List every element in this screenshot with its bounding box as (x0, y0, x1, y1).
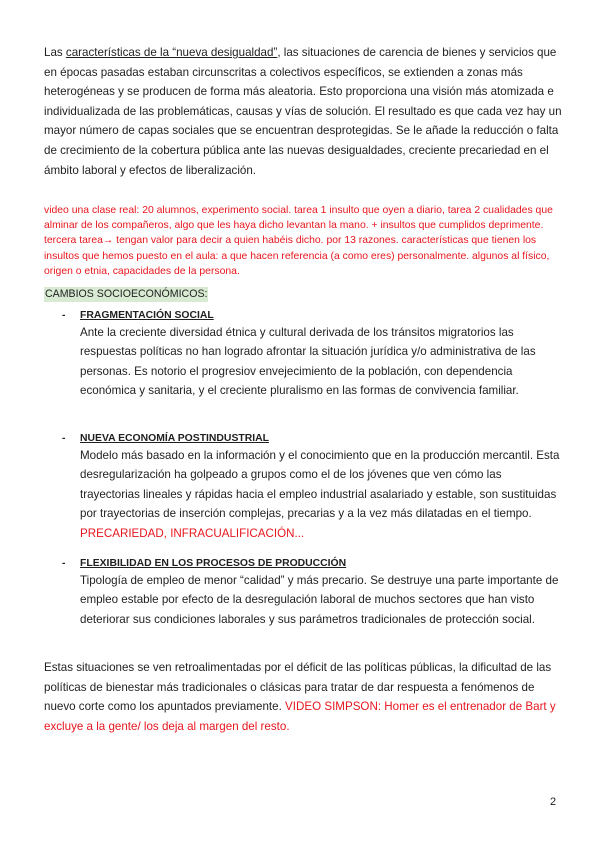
bullet-dash: - (62, 310, 66, 321)
bullet-dash: - (62, 558, 66, 569)
section-body-text: Modelo más basado en la información y el conocimiento que en la producción mercantil. Esta desregularización ha golpeado a grupos como el de los jóvenes que ven cómo las trayectorias lineales y rápidas hacia el empleo industrial asalariado y estable, son sustituidas por trayectorias de inserción complejas, precarias y a la vez más dilatadas en el tiempo. (80, 449, 560, 521)
section-body-text: Ante la creciente diversidad étnica y cultural derivada de los tránsitos migratorios las respuestas políticas no han logrado afrontar la situación jurídica y/o administrativa de las personas. Es notorio el progresiov envejecimiento de la población, con dependencia económica y sanitaria, y el creciente pluralismo en las formas de convivencia familiar. (80, 326, 536, 398)
section-heading-fragmentacion (62, 309, 214, 323)
section-heading-flexibilidad (62, 557, 346, 571)
socioeconomic-changes-heading: CAMBIOS SOCIOECONÓMICOS: (45, 288, 208, 300)
bullet-dash: - (62, 433, 66, 444)
closing-paragraph (44, 658, 564, 736)
intro-paragraph (44, 43, 564, 180)
section-red-annotation: PRECARIEDAD, INFRACUALIFICACIÓN... (80, 526, 305, 540)
class-video-note: video una clase real: 20 alumnos, experimento social. tarea 1 insulto que oyen a diario, tarea 2 cualidades que alminar de los compañeros, algo que les haya dicho levantan la mano. + insultos que cumplidos deprimente. tercera tarea→ tengan valor para decir a quien habéis dicho. por 13 razones. características que tienen los insultos que hemos puesto en el aula: a que hacen referencia (a como eres) personalmente. algunos al físico, origen o etnia, capacidades de la persona. (44, 205, 553, 277)
section-body-fragmentacion (80, 323, 560, 401)
intro-lead: Las (44, 46, 66, 59)
section-heading-economia (62, 432, 269, 446)
page-number: 2 (550, 796, 557, 808)
section-title: NUEVA ECONOMÍA POSTINDUSTRIAL (80, 433, 269, 444)
intro-underlined-term: características de la “nueva desigualdad” (65, 46, 278, 59)
closing-red-note: VIDEO SIMPSON: Homer es el entrenador de Bart y excluye a la gente/ los deja al margen del resto. (44, 700, 556, 733)
intro-rest: , las situaciones de carencia de bienes y servicios que en épocas pasadas estaban circunscritas a colectivos específicos, se extienden a zonas más heterogéneas y se producen de forma más aleatoria. Esto proporciona una visión más atomizada e individualizada de las problemáticas, causas y vías de solución. El resultado es que cada vez hay un mayor número de capas sociales que se encuentran desprotegidas. Se le añade la reducción o falta de crecimiento de la cobertura pública ante las nuevas desigualdades, creciente precariedad en el ámbito laboral y efectos de liberalización. (44, 46, 562, 177)
section-title: FLEXIBILIDAD EN LOS PROCESOS DE PRODUCCIÓN (80, 558, 347, 569)
closing-text: Estas situaciones se ven retroalimentadas por el déficit de las políticas públicas, la dificultad de las políticas de bienestar más tradicionales o clásicas para tratar de dar respuesta a fenómenos de nuevo corte como los apuntados previamente. (44, 661, 552, 714)
section-body-text: Tipología de empleo de menor “calidad” y más precario. Se destruye una parte importante de empleo estable por efecto de la desregulación laboral de muchos sectores que han visto deteriorar sus condiciones laborales y sus parámetros tradicionales de protección social. (80, 574, 559, 626)
section-title: FRAGMENTACIÓN SOCIAL (80, 310, 214, 321)
section-body-economia (80, 446, 560, 543)
section-body-flexibilidad (80, 571, 560, 629)
